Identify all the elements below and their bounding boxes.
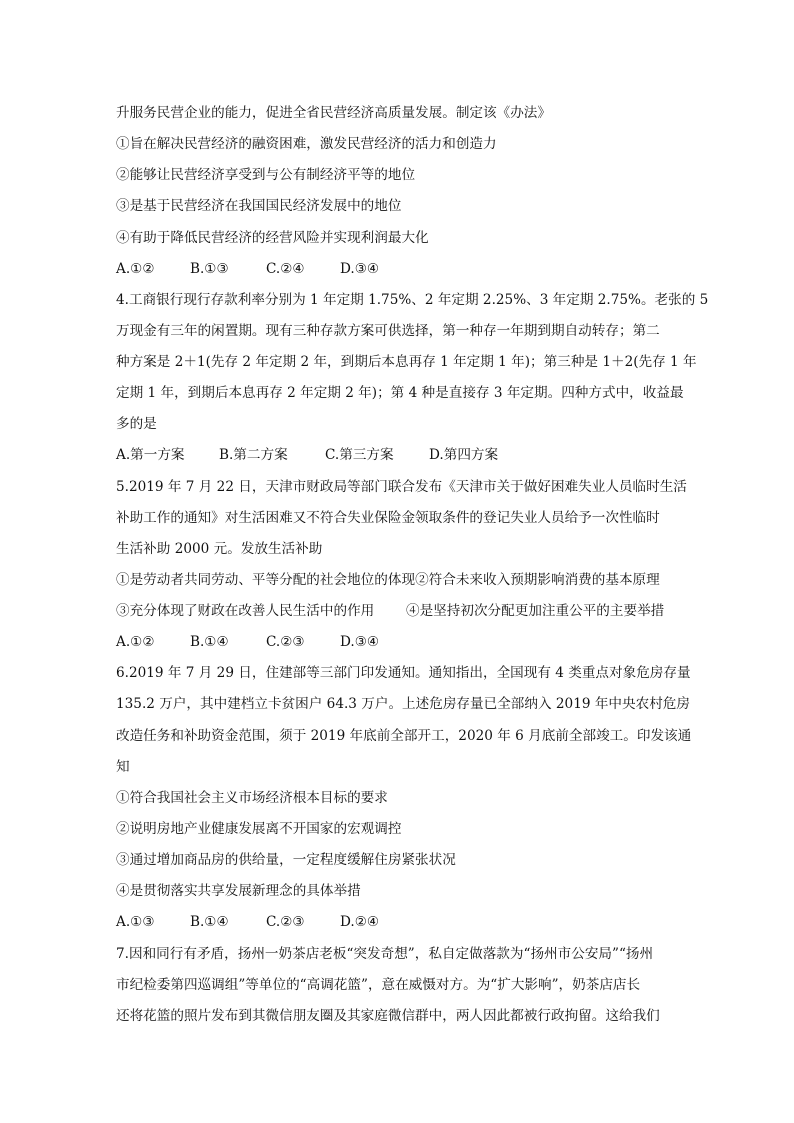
q4-stem-line: 定期 1 年，到期后本息再存 2 年定期 2 年)；第 4 种是直接存 3 年定期。四种方式中，收益最 xyxy=(116,385,684,401)
q5-stem-line: 5.2019 年 7 月 22 日，天津市财政局等部门联合发布《天津市关于做好困难失业人员临时生活 xyxy=(116,479,687,495)
q6-choice-b[interactable]: B.①④ xyxy=(190,914,229,930)
q5-option-4: ④是坚持初次分配更加注重公平的主要举措 xyxy=(406,603,665,619)
q4-stem-line: 多的是 xyxy=(116,416,157,432)
q3-choice-a[interactable]: A.①② xyxy=(116,261,155,277)
q6-choice-d[interactable]: D.②④ xyxy=(340,914,380,930)
q3-option-1: ①旨在解决民营经济的融资困难，激发民营经济的活力和创造力 xyxy=(116,136,497,152)
q3-option-3: ③是基于民营经济在我国国民经济发展中的地位 xyxy=(116,198,402,214)
q5-choice-d[interactable]: D.③④ xyxy=(340,634,380,650)
q5-options-row-1 xyxy=(116,570,686,590)
q4-choice-a[interactable]: A.第一方案 xyxy=(116,447,185,463)
q4-stem-line: 4.工商银行现行存款利率分别为 1 年定期 1.75%、2 年定期 2.25%、3 年定期 2.75%。老张的 5 xyxy=(116,292,709,308)
q6-choice-a[interactable]: A.①③ xyxy=(116,914,155,930)
q4-stem-line: 种方案是 2＋1(先存 2 年定期 2 年，到期后本息再存 1 年定期 1 年)；第三种是 1＋2(先存 1 年 xyxy=(116,354,697,370)
q4-choice-d[interactable]: D.第四方案 xyxy=(429,447,499,463)
q6-answer-choices xyxy=(116,912,686,932)
q5-choice-c[interactable]: C.②③ xyxy=(266,634,305,650)
q5-option-1: ①是劳动者共同劳动、平等分配的社会地位的体现 xyxy=(116,572,416,588)
q4-answer-choices xyxy=(116,445,686,465)
q5-choice-a[interactable]: A.①② xyxy=(116,634,155,650)
q7-stem-line: 7.因和同行有矛盾，扬州一奶茶店老板“突发奇想”，私自定做落款为“扬州市公安局”“扬州 xyxy=(116,946,654,962)
q7-stem-line: 还将花篮的照片发布到其微信朋友圈及其家庭微信群中，两人因此都被行政拘留。这给我们 xyxy=(116,1008,660,1024)
q3-choice-d[interactable]: D.③④ xyxy=(340,261,380,277)
q6-option-3: ③通过增加商品房的供给量，一定程度缓解住房紧张状况 xyxy=(116,852,456,868)
q6-stem-line: 135.2 万户，其中建档立卡贫困户 64.3 万户。上述危房存量已全部纳入 2019 年中央农村危房 xyxy=(116,696,690,712)
q5-options-row-2 xyxy=(116,601,686,621)
q5-choice-b[interactable]: B.①④ xyxy=(190,634,229,650)
q5-answer-choices xyxy=(116,632,686,652)
q6-choice-c[interactable]: C.②③ xyxy=(266,914,305,930)
q5-stem-line: 生活补助 2000 元。发放生活补助 xyxy=(116,541,323,557)
q3-option-2: ②能够让民营经济享受到与公有制经济平等的地位 xyxy=(116,167,416,183)
q5-stem-line: 补助工作的通知》对生活困难又不符合失业保险金领取条件的登记失业人员给予一次性临时 xyxy=(116,510,660,526)
q6-option-2: ②说明房地产业健康发展离不开国家的宏观调控 xyxy=(116,821,402,837)
q7-stem-line: 市纪检委第四巡调组”等单位的“高调花篮”，意在威慑对方。为“扩大影响”，奶茶店店长 xyxy=(116,977,641,993)
q6-stem-line: 改造任务和补助资金范围，须于 2019 年底前全部开工，2020 年 6 月底前全部竣工。印发该通 xyxy=(116,728,692,744)
q6-stem-line: 6.2019 年 7 月 29 日，住建部等三部门印发通知。通知指出，全国现有 4 类重点对象危房存量 xyxy=(116,665,691,681)
q4-choice-b[interactable]: B.第二方案 xyxy=(219,447,288,463)
q4-choice-c[interactable]: C.第三方案 xyxy=(325,447,394,463)
q5-option-2: ②符合未来收入预期影响消费的基本原理 xyxy=(415,572,660,588)
q3-answer-choices xyxy=(116,259,686,279)
q6-option-1: ①符合我国社会主义市场经济根本目标的要求 xyxy=(116,790,388,806)
q5-option-3: ③充分体现了财政在改善人民生活中的作用 xyxy=(116,603,375,619)
q3-stem-line: 升服务民营企业的能力，促进全省民营经济高质量发展。制定该《办法》 xyxy=(116,105,551,121)
q6-stem-line: 知 xyxy=(116,759,130,775)
q3-option-4: ④有助于降低民营经济的经营风险并实现利润最大化 xyxy=(116,230,429,246)
q6-option-4: ④是贯彻落实共享发展新理念的具体举措 xyxy=(116,883,361,899)
q3-choice-c[interactable]: C.②④ xyxy=(266,261,305,277)
q4-stem-line: 万现金有三年的闲置期。现有三种存款方案可供选择，第一种存一年期到期自动转存；第二 xyxy=(116,323,660,339)
q3-choice-b[interactable]: B.①③ xyxy=(190,261,229,277)
